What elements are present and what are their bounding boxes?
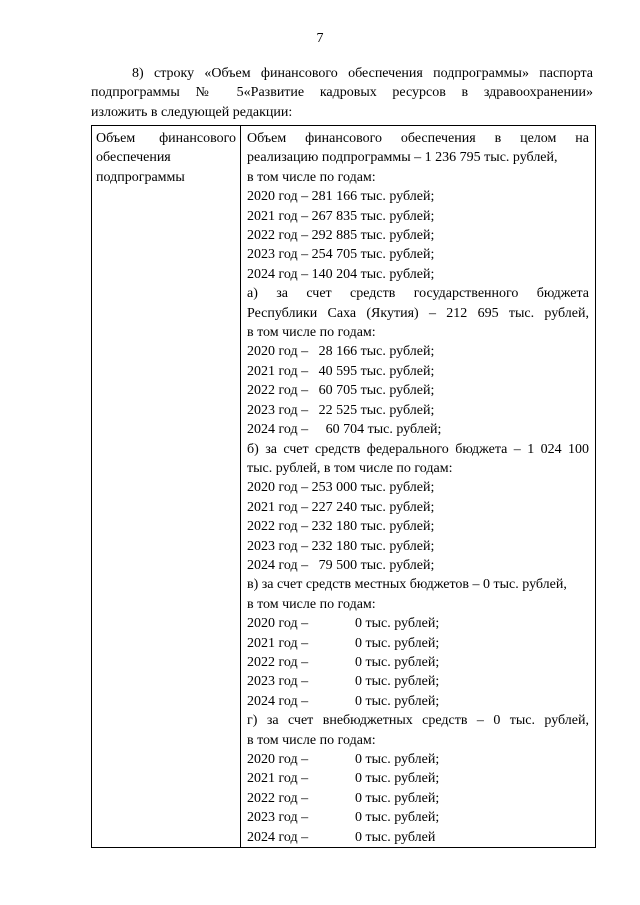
source-line: в том числе по годам:	[247, 325, 376, 341]
year-amount: 0 тыс. рублей;	[355, 674, 440, 690]
content-cell	[241, 126, 596, 848]
year-amount: 0 тыс. рублей;	[355, 654, 440, 670]
year-label: 2023 год –	[247, 810, 309, 826]
source-line: в том числе по годам:	[247, 732, 376, 748]
source-line: тыс. рублей, в том числе по годам:	[247, 460, 453, 476]
year-line	[247, 634, 589, 653]
label-line: обеспечения	[96, 150, 171, 166]
total-line: реализацию подпрограммы – 1 236 795 тыс. рублей,	[247, 150, 558, 166]
label-line: подпрограммы	[96, 169, 185, 185]
year-amount: 0 тыс. рублей;	[355, 616, 440, 632]
year-amount: 0 тыс. рублей;	[355, 810, 440, 826]
year-line: 2020 год – 28 166 тыс. рублей;	[247, 344, 435, 360]
year-label: 2020 год –	[247, 752, 309, 767]
year-amount: 0 тыс. рублей;	[355, 790, 440, 806]
intro-line: подпрограммы № 5«Развитие кадровых ресурсов в здравоохранении»	[91, 85, 593, 101]
year-line: 2021 год – 40 595 тыс. рублей;	[247, 363, 435, 379]
year-amount: 0 тыс. рублей;	[355, 752, 440, 767]
year-line: 2023 год – 254 705 тыс. рублей;	[247, 247, 435, 263]
total-line: Объем финансового обеспечения в целом на	[247, 131, 589, 146]
year-label: 2023 год –	[247, 674, 309, 690]
year-label: 2022 год –	[247, 654, 309, 670]
year-amount: 0 тыс. рублей;	[355, 693, 440, 709]
year-amount: 0 тыс. рублей	[355, 829, 436, 845]
year-line: 2024 год – 60 704 тыс. рублей;	[247, 422, 442, 438]
year-label: 2022 год –	[247, 790, 309, 806]
year-label: 2024 год –	[247, 829, 309, 845]
year-line	[247, 692, 589, 711]
intro-line: изложить в следующей редакции:	[91, 104, 293, 120]
year-line: 2024 год – 140 204 тыс. рублей;	[247, 266, 435, 282]
source-line: Республики Саха (Якутия) – 212 695 тыс. рублей,	[247, 305, 589, 321]
year-line	[247, 789, 589, 808]
table-row	[92, 126, 596, 848]
year-line: 2022 год – 232 180 тыс. рублей;	[247, 519, 435, 535]
year-label: 2021 год –	[247, 771, 309, 787]
year-line	[247, 672, 589, 691]
year-line: 2021 год – 227 240 тыс. рублей;	[247, 499, 435, 515]
year-line: 2024 год – 79 500 тыс. рублей;	[247, 557, 435, 573]
year-line: 2021 год – 267 835 тыс. рублей;	[247, 208, 435, 224]
year-label: 2020 год –	[247, 616, 309, 632]
year-line: 2023 год – 22 525 тыс. рублей;	[247, 402, 435, 418]
year-line: 2022 год – 292 885 тыс. рублей;	[247, 228, 435, 244]
passport-table	[91, 125, 596, 848]
label-cell	[92, 126, 241, 848]
year-line	[247, 769, 589, 788]
intro-paragraph	[91, 64, 593, 122]
year-line	[247, 828, 589, 847]
source-line: в том числе по годам:	[247, 596, 376, 612]
year-line: 2020 год – 281 166 тыс. рублей;	[247, 189, 435, 205]
year-line	[247, 653, 589, 672]
year-line	[247, 750, 589, 769]
total-line: в том числе по годам:	[247, 169, 376, 185]
year-label: 2021 год –	[247, 635, 309, 651]
year-line: 2020 год – 253 000 тыс. рублей;	[247, 480, 435, 496]
source-line: г) за счет внебюджетных средств – 0 тыс. рублей,	[247, 713, 589, 729]
label-line: Объем финансового	[96, 131, 236, 146]
source-line: а) за счет средств государственного бюджета	[247, 286, 589, 302]
year-line: 2022 год – 60 705 тыс. рублей;	[247, 383, 435, 399]
intro-line: 8) строку «Объем финансового обеспечения подпрограммы» паспорта	[132, 66, 593, 81]
source-line: б) за счет средств федерального бюджета – 1 024 100	[247, 441, 589, 457]
year-label: 2024 год –	[247, 693, 309, 709]
year-line: 2023 год – 232 180 тыс. рублей;	[247, 538, 435, 554]
year-line	[247, 808, 589, 827]
year-line	[247, 614, 589, 633]
year-amount: 0 тыс. рублей;	[355, 635, 440, 651]
source-line: в) за счет средств местных бюджетов – 0 тыс. рублей,	[247, 577, 567, 593]
page-number: 7	[316, 31, 324, 46]
year-amount: 0 тыс. рублей;	[355, 771, 440, 787]
